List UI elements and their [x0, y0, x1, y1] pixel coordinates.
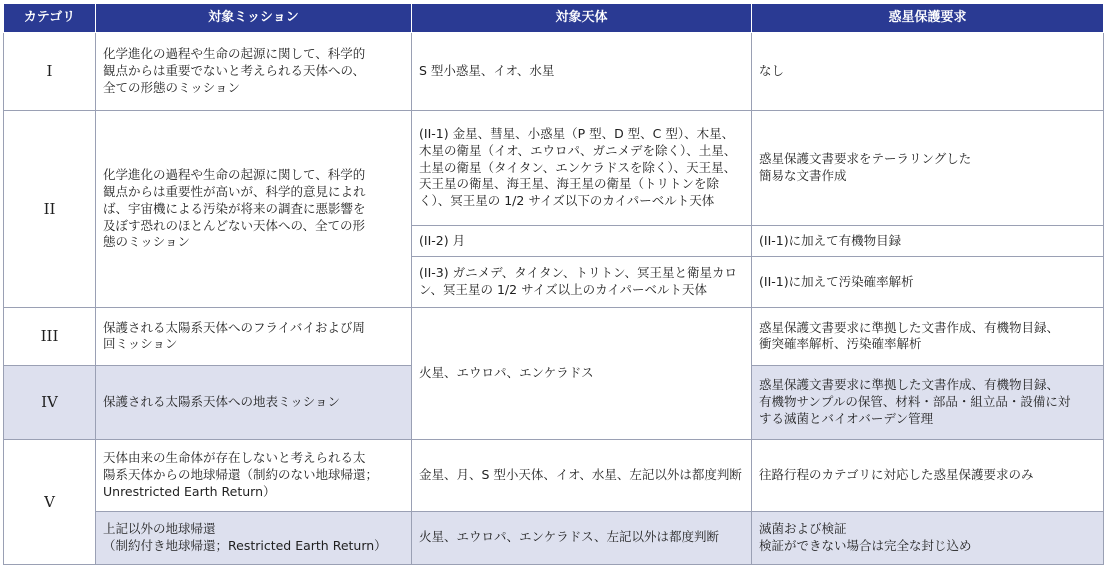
category-cell: I — [4, 33, 96, 111]
requirement-cell: 惑星保護文書要求に準拠した文書作成、有機物目録、 衝突確率解析、汚染確率解析 — [752, 308, 1104, 366]
mission-cell: 保護される太陽系天体へのフライバイおよび周 回ミッション — [96, 308, 412, 366]
mission-cell: 上記以外の地球帰還 （制約付き地球帰還；Restricted Earth Return） — [96, 511, 412, 564]
requirement-cell: 滅菌および検証 検証ができない場合は完全な封じ込め — [752, 511, 1104, 564]
body-cell: 火星、エウロパ、エンケラドス、左記以外は都度判断 — [412, 511, 752, 564]
mission-cell: 化学進化の過程や生命の起源に関して、科学的 観点からは重要性が高いが、科学的意見によれ ば、宇宙機による汚染が将来の調査に悪影響を 及ぼす恐れのほとんどない天体への、全ての形 態のミッション — [96, 111, 412, 308]
category-cell: IV — [4, 365, 96, 439]
body-cell: 金星、月、S 型小天体、イオ、水星、左記以外は都度判断 — [412, 439, 752, 511]
requirement-cell: 惑星保護文書要求に準拠した文書作成、有機物目録、 有機物サンプルの保管、材料・部品・組立品・設備に対 する滅菌とバイオバーデン管理 — [752, 365, 1104, 439]
requirement-cell: (II-1)に加えて汚染確率解析 — [752, 256, 1104, 307]
body-cell: 火星、エウロパ、エンケラドス — [412, 308, 752, 439]
table-row — [4, 439, 1104, 511]
body-cell: S 型小惑星、イオ、水星 — [412, 33, 752, 111]
table-row — [4, 308, 1104, 366]
table-row — [4, 33, 1104, 111]
mission-cell: 天体由来の生命体が存在しないと考えられる太 陽系天体からの地球帰還（制約のない地球帰還； Unrestricted Earth Return） — [96, 439, 412, 511]
requirement-cell: 往路行程のカテゴリに対応した惑星保護要求のみ — [752, 439, 1104, 511]
requirement-cell: 惑星保護文書要求をテーラリングした 簡易な文書作成 — [752, 111, 1104, 226]
body-cell: (II-3) ガニメデ、タイタン、トリトン、冥王星と衛星カロ ン、冥王星の 1/2 サイズ以上のカイパーベルト天体 — [412, 256, 752, 307]
body-cell: (II-2) 月 — [412, 226, 752, 257]
table-row — [4, 511, 1104, 564]
mission-cell: 化学進化の過程や生命の起源に関して、科学的 観点からは重要でないと考えられる天体への、 全ての形態のミッション — [96, 33, 412, 111]
category-cell: II — [4, 111, 96, 308]
header-category: カテゴリ — [4, 4, 96, 33]
category-cell: III — [4, 308, 96, 366]
requirement-cell: なし — [752, 33, 1104, 111]
mission-cell: 保護される太陽系天体への地表ミッション — [96, 365, 412, 439]
body-cell: (II-1) 金星、彗星、小惑星（P 型、D 型、C 型）、木星、 木星の衛星（イオ、エウロパ、ガニメデを除く）、土星、 土星の衛星（タイタン、エンケラドスを除く）、天王星、 天王星の衛星、海王星、海王星の衛星（トリトンを除 く）、冥王星の 1/2 サイズ以下のカイパーベルト天体 — [412, 111, 752, 226]
table-row — [4, 111, 1104, 226]
header-row — [4, 4, 1104, 33]
category-cell: V — [4, 439, 96, 564]
requirement-cell: (II-1)に加えて有機物目録 — [752, 226, 1104, 257]
header-requirement: 惑星保護要求 — [752, 4, 1104, 33]
header-mission: 対象ミッション — [96, 4, 412, 33]
header-target-body: 対象天体 — [412, 4, 752, 33]
planetary-protection-table — [3, 3, 1104, 565]
